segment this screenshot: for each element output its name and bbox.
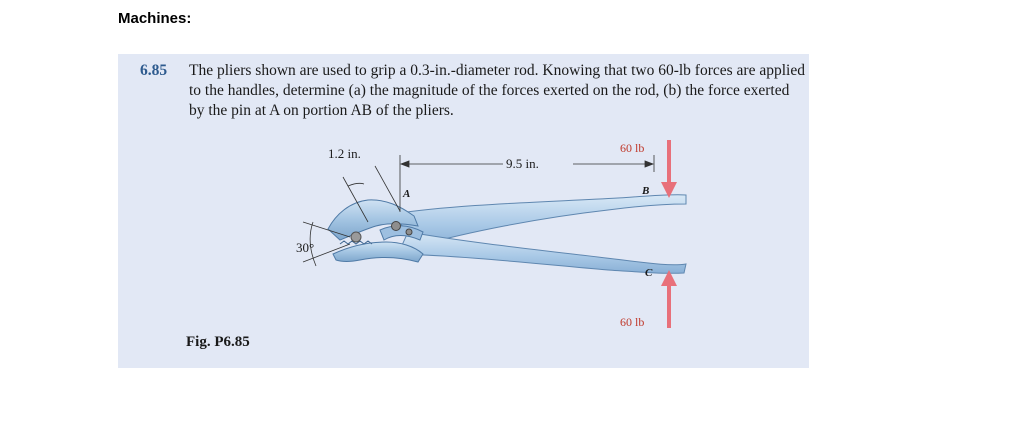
point-a-label: A <box>403 188 411 200</box>
problem-text: The pliers shown are used to grip a 0.3-in.-diameter rod. Knowing that two 60-lb forces are applied to the handles, determine (a) the magnitude of the forces exerted on the rod, (b) the force exerted by the pin at A on portion AB of the pliers. <box>189 62 805 119</box>
dim-short-label: 1.2 in. <box>328 146 361 161</box>
force-top-label: 60 lb <box>620 141 645 155</box>
pin-a <box>392 222 401 231</box>
pliers-figure <box>118 54 809 368</box>
force-arrow-bottom <box>661 270 677 328</box>
problem-number: 6.85 <box>140 62 168 79</box>
point-b-label: B <box>642 185 650 197</box>
figure-caption: Fig. P6.85 <box>186 334 250 350</box>
force-arrow-top <box>661 140 677 198</box>
angle-label: 30° <box>296 240 315 255</box>
section-heading: Machines: <box>118 10 192 27</box>
dim-long-label: 9.5 in. <box>506 156 539 171</box>
point-c-label: C <box>645 267 653 279</box>
problem-panel <box>118 54 809 368</box>
lower-handle <box>398 232 686 273</box>
slot-pin <box>406 229 412 235</box>
force-bottom-label: 60 lb <box>620 315 645 329</box>
rod <box>351 232 361 242</box>
